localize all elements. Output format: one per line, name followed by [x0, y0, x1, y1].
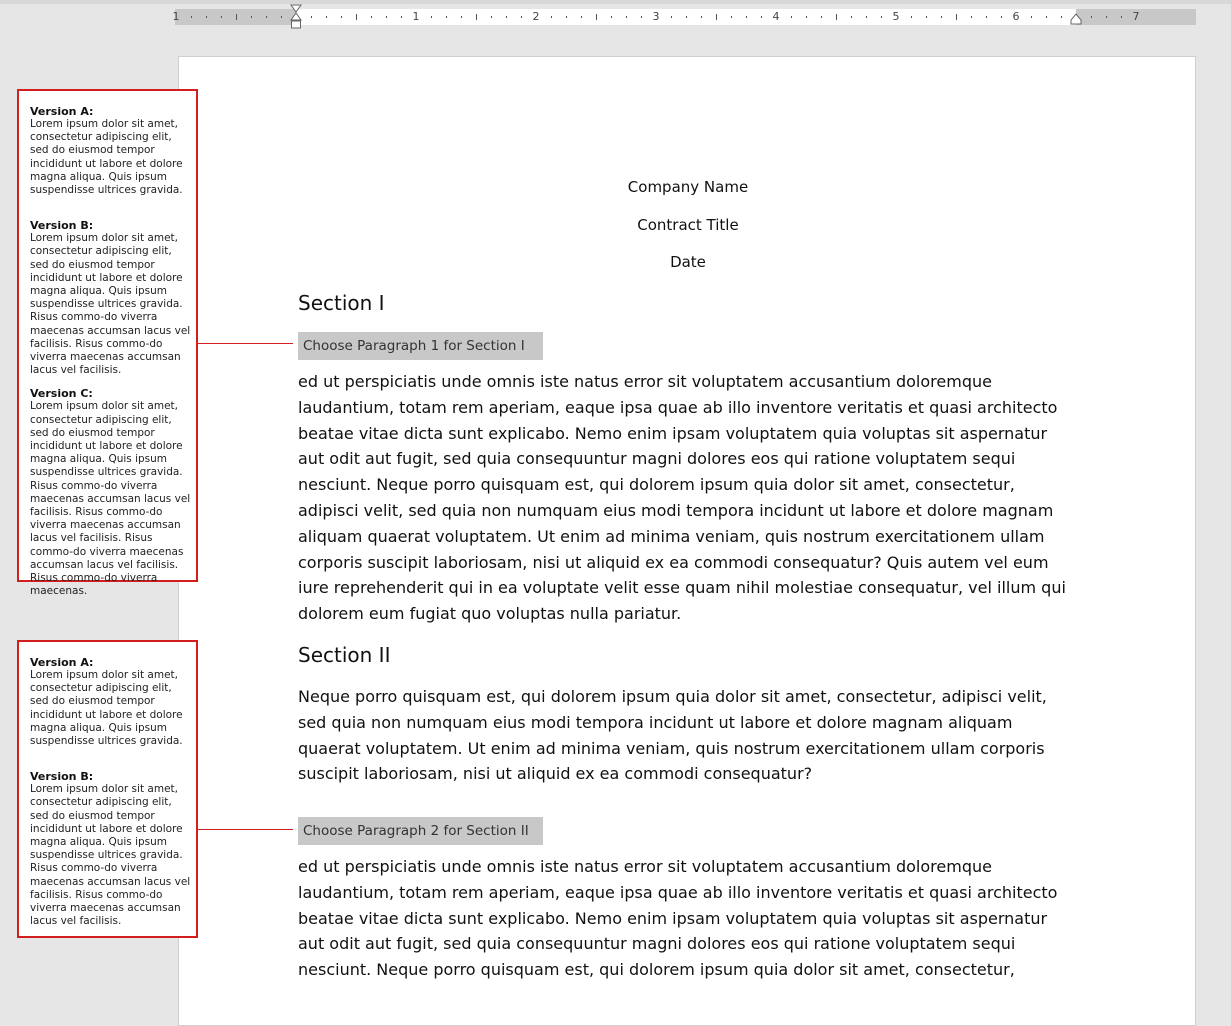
version-label: Version A:	[30, 656, 94, 669]
ruler-tick	[431, 16, 432, 18]
version-a	[30, 656, 191, 748]
contract-title: Contract Title	[637, 216, 739, 234]
version-text: Lorem ipsum dolor sit amet, consectetur adipiscing elit, sed do eiusmod tempor incididunt ut labore et dolore magna aliqua. Quis ipsum suspendisse ultrices gravida.	[30, 118, 183, 197]
ruler-tick	[371, 16, 372, 18]
ruler-tick	[506, 16, 507, 18]
comment-box-section-1[interactable]	[17, 89, 198, 598]
ruler-tick	[746, 16, 747, 18]
right-indent-marker-icon[interactable]	[1070, 13, 1082, 25]
version-label: Version C:	[30, 387, 93, 401]
ruler-number: 2	[532, 10, 540, 23]
ruler-tick	[716, 14, 717, 20]
ruler-tick	[341, 16, 342, 18]
ruler-tick	[266, 16, 267, 18]
version-label: Version A:	[30, 105, 94, 118]
version-text: Lorem ipsum dolor sit amet, consectetur adipiscing elit, sed do eiusmod tempor incididunt ut labore et dolore magna aliqua. Quis ipsum suspendisse ultrices gravida. Risus commo-do viverra maecenas accumsan lacus vel facilisis. Risus commo-do viverra maecenas accumsan lacus vel facilisis.	[30, 783, 191, 928]
ruler-tick	[881, 16, 882, 18]
ruler-tick	[446, 16, 447, 18]
choose-paragraph-2-field[interactable]: Choose Paragraph 2 for Section II	[298, 817, 543, 845]
ruler-number: 1	[172, 10, 180, 23]
ruler-number: 3	[652, 10, 660, 23]
version-b	[30, 770, 191, 928]
ruler-tick	[566, 16, 567, 18]
ruler-tick	[686, 16, 687, 18]
ruler-tick	[911, 16, 912, 18]
ruler-tick	[596, 14, 597, 20]
ruler-tick	[806, 16, 807, 18]
ruler-tick	[731, 16, 732, 18]
ruler-tick	[251, 16, 252, 18]
section-2-paragraph: ed ut perspiciatis unde omnis iste natus error sit voluptatem accusantium doloremque laudantium, totam rem aperiam, eaque ipsa quae ab illo inventore veritatis et quasi architecto beatae vitae dicta sunt explicabo. Nemo enim ipsam voluptatem quia voluptas sit aspernatur aut odit aut fugit, sed quia consequuntur magni dolores eos qui ratione voluptatem sequi nesciunt. Neque porro quisquam est, qui dolorem ipsum quia dolor sit amet, consectetur,	[298, 857, 1058, 980]
ruler-number: 5	[892, 10, 900, 23]
comment-box-section-2[interactable]	[17, 640, 198, 938]
ruler-number: 4	[772, 10, 780, 23]
ruler-tick	[326, 16, 327, 18]
ruler-tick	[221, 16, 222, 18]
ruler-tick	[491, 16, 492, 18]
version-b	[30, 219, 191, 377]
version-text: Lorem ipsum dolor sit amet, consectetur adipiscing elit, sed do eiusmod tempor incididunt ut labore et dolore magna aliqua. Quis ipsum suspendisse ultrices gravida. Risus commo-do viverra maecenas accumsan lacus vel facilisis. Risus commo-do viverra maecenas accumsan lacus vel facilisis. Risus commo-do viverra maecenas accumsan lacus vel facilisis. Risus commo-do viverra maecenas.	[30, 400, 191, 598]
ruler-tick	[626, 16, 627, 18]
ruler-tick	[401, 16, 402, 18]
ruler-tick	[986, 16, 987, 18]
ruler-tick	[1001, 16, 1002, 18]
ruler-tick	[1121, 16, 1122, 18]
ruler-tick	[1061, 16, 1062, 18]
version-c	[30, 387, 191, 598]
version-text: Lorem ipsum dolor sit amet, consectetur adipiscing elit, sed do eiusmod tempor incididunt ut labore et dolore magna aliqua. Quis ipsum suspendisse ultrices gravida. Risus commo-do viverra maecenas accumsan lacus vel facilisis. Risus commo-do viverra maecenas accumsan lacus vel facilisis.	[30, 232, 191, 377]
ruler-tick	[206, 16, 207, 18]
ruler-number: 7	[1132, 10, 1140, 23]
ruler-tick	[581, 16, 582, 18]
ruler-tick	[971, 16, 972, 18]
ruler-tick	[851, 16, 852, 18]
ruler-tick	[791, 16, 792, 18]
ruler-tick	[476, 14, 477, 20]
comment-2-connector	[198, 829, 293, 830]
ruler-tick	[1046, 16, 1047, 18]
section-1-heading: Section I	[298, 291, 385, 315]
ruler-tick	[386, 16, 387, 18]
version-text: Lorem ipsum dolor sit amet, consectetur adipiscing elit, sed do eiusmod tempor incididunt ut labore et dolore magna aliqua. Quis ipsum suspendisse ultrices gravida.	[30, 669, 183, 748]
ruler-tick	[461, 16, 462, 18]
ruler-tick	[311, 16, 312, 18]
horizontal-ruler[interactable]	[172, 9, 1196, 25]
ruler-tick	[281, 16, 282, 18]
section-2-heading: Section II	[298, 643, 391, 667]
choose-paragraph-1-field[interactable]: Choose Paragraph 1 for Section I	[298, 332, 543, 360]
ruler-number: 6	[1012, 10, 1020, 23]
ruler-tick	[941, 16, 942, 18]
section-2-intro-paragraph: Neque porro quisquam est, qui dolorem ipsum quia dolor sit amet, consectetur, adipisci velit, sed quia non numquam eius modi tempora incidunt ut labore et dolore magnam aliquam quaerat voluptatem. Ut enim ad minima veniam, quis nostrum exercitationem ullam corporis suscipit laboriosam, nisi ut aliquid ex ea commodi consequatur?	[298, 687, 1047, 784]
company-name: Company Name	[627, 178, 749, 196]
ruler-tick	[551, 16, 552, 18]
document-page[interactable]	[178, 56, 1196, 1026]
ruler-tick	[821, 16, 822, 18]
ruler-tick	[671, 16, 672, 18]
ruler-tick	[191, 16, 192, 18]
ruler-tick	[356, 14, 357, 20]
section-1-paragraph: ed ut perspiciatis unde omnis iste natus error sit voluptatem accusantium doloremque laudantium, totam rem aperiam, eaque ipsa quae ab illo inventore veritatis et quasi architecto beatae vitae dicta sunt explicabo. Nemo enim ipsam voluptatem quia voluptas sit aspernatur aut odit aut fugit, sed quia consequuntur magni dolores eos qui ratione voluptatem sequi nesciunt. Neque porro quisquam est, qui dolorem ipsum quia dolor sit amet, consectetur, adipisci velit, sed quia non numquam eius modi tempora incidunt ut labore et dolore magnam aliquam quaerat voluptatem. Ut enim ad minima veniam, quis nostrum exercitationem ullam corporis suscipit laboriosam, nisi ut aliquid ex ea commodi consequatur? Quis autem vel eum iure reprehenderit qui in ea voluptate velit esse quam nihil molestiae consequatur, vel illum qui dolorem eum fugiat quo voluptas nulla pariatur.	[298, 372, 1066, 624]
version-label: Version B:	[30, 770, 94, 784]
ruler-tick	[1031, 16, 1032, 18]
ruler-tick	[641, 16, 642, 18]
ruler-tick	[1106, 16, 1107, 18]
version-a	[30, 105, 191, 197]
indent-marker-icon[interactable]	[290, 5, 302, 29]
ruler-tick	[521, 16, 522, 18]
ruler-tick	[866, 16, 867, 18]
ruler-number: 1	[412, 10, 420, 23]
contract-date: Date	[670, 253, 706, 271]
ruler-tick	[956, 14, 957, 20]
ruler-tick	[611, 16, 612, 18]
version-label: Version B:	[30, 219, 94, 233]
ruler-tick	[761, 16, 762, 18]
ruler-tick	[701, 16, 702, 18]
ruler-tick	[836, 14, 837, 20]
comment-1-connector	[198, 343, 293, 344]
ruler-tick	[1091, 16, 1092, 18]
window-top-edge	[0, 0, 1231, 4]
ruler-tick	[926, 16, 927, 18]
ruler-tick	[236, 14, 237, 20]
